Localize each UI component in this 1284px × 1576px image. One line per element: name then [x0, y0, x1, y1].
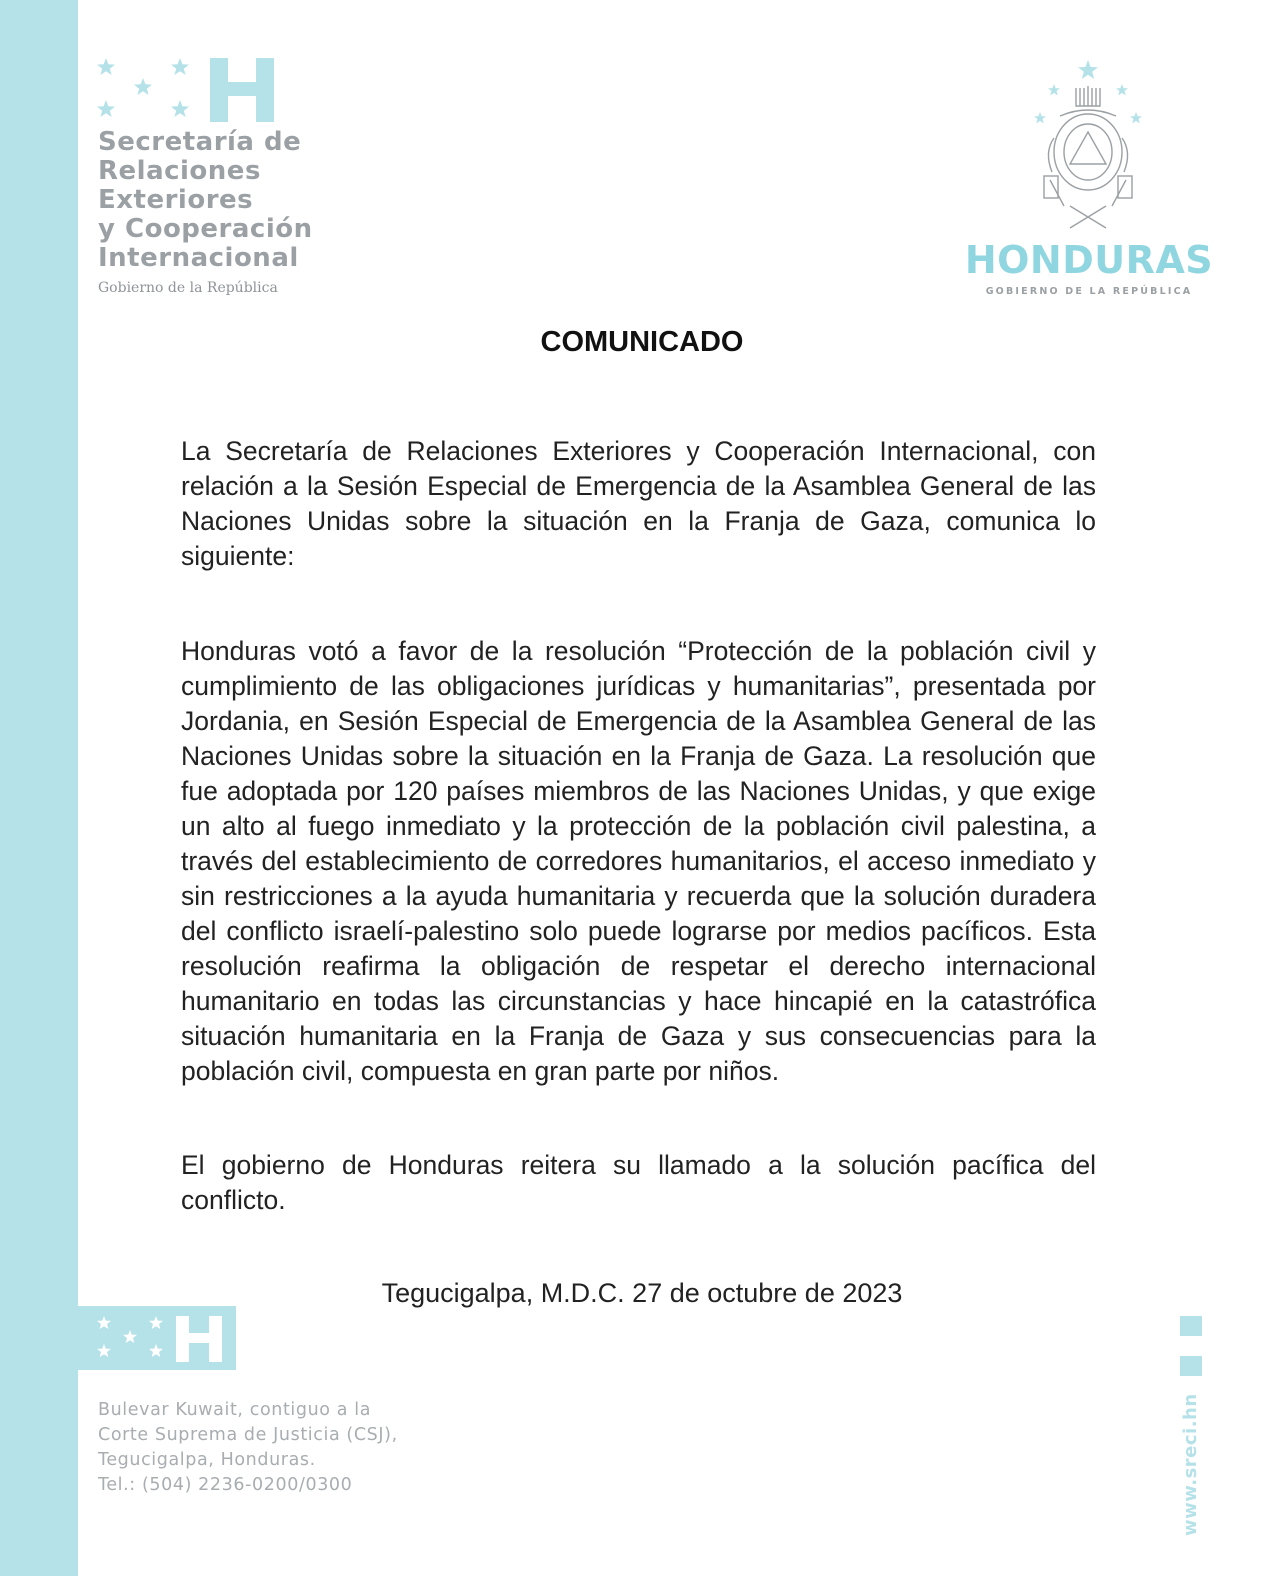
ministry-line: Exteriores: [98, 185, 254, 215]
address-line: Corte Suprema de Justicia (CSJ),: [98, 1425, 398, 1445]
left-accent-band: [0, 0, 78, 1576]
address-line: Tegucigalpa, Honduras.: [98, 1450, 316, 1470]
dateline: Tegucigalpa, M.D.C. 27 de octubre de 2023: [381, 1278, 903, 1308]
ministry-line: Relaciones: [98, 156, 261, 186]
footer-address: [98, 1398, 398, 1498]
phone-line: Tel.: (504) 2236-0200/0300: [98, 1475, 353, 1495]
website-link[interactable]: [1180, 1393, 1204, 1536]
document-title: COMUNICADO: [540, 326, 744, 358]
website-text: www.sreci.hn: [1180, 1393, 1201, 1536]
government-subtitle-left: Gobierno de la República: [98, 280, 278, 296]
ministry-line: y Cooperación: [98, 214, 313, 244]
government-subtitle-right: GOBIERNO DE LA REPÚBLICA: [985, 286, 1193, 297]
coat-of-arms-icon: [1030, 56, 1150, 236]
body-paragraph: El gobierno de Honduras reitera su llamado a la solución pacífica del conflicto.: [181, 1150, 1096, 1215]
ministry-line: Internacional: [98, 243, 299, 273]
ministry-name: [98, 128, 313, 273]
body-paragraph: La Secretaría de Relaciones Exteriores y Cooperación Internacional, con relación a la Sesión Especial de Emergencia de la Asamblea General de las Naciones Unidas sobre la situación en la Franja de Gaza, comunica lo siguiente:: [181, 436, 1096, 571]
footer-logo-block: [78, 1306, 236, 1370]
stars-icon: [94, 54, 204, 124]
address-line: Bulevar Kuwait, contiguo a la: [98, 1400, 372, 1420]
ministry-line: Secretaría de: [98, 127, 302, 157]
country-name: HONDURAS: [964, 238, 1214, 282]
footer-square-decoration: [1180, 1316, 1202, 1336]
body-paragraph: Honduras votó a favor de la resolución “Protección de la población civil y cumplimiento de las obligaciones jurídicas y humanitarias”, presentada por Jordania, en Sesión Especial de Emergencia de la Asamblea General de las Naciones Unidas sobre la situación en la Franja de Gaza. La resolución que fue adoptada por 120 países miembros de las Naciones Unidas, y que exige un alto al fuego inmediato y la protección de la población civil palestina, a través del establecimiento de corredores humanitarios, el acceso inmediato y sin restricciones a la ayuda humanitaria y recuerda que la solución duradera del conflicto israelí-palestino solo puede lograrse por medios pacíficos. Esta resolución reafirma la obligación de respetar el derecho internacional humanitario en todas las circunstancias y hace hincapié en la catastrófica situación humanitaria en la Franja de Gaza y sus consecuencias para la población civil, compuesta en gran parte por niños.: [181, 636, 1096, 1086]
stars-icon: [92, 1306, 172, 1370]
h-letter-mark: [176, 1316, 222, 1362]
footer-square-decoration: [1180, 1356, 1202, 1376]
h-letter-mark: [210, 58, 274, 122]
